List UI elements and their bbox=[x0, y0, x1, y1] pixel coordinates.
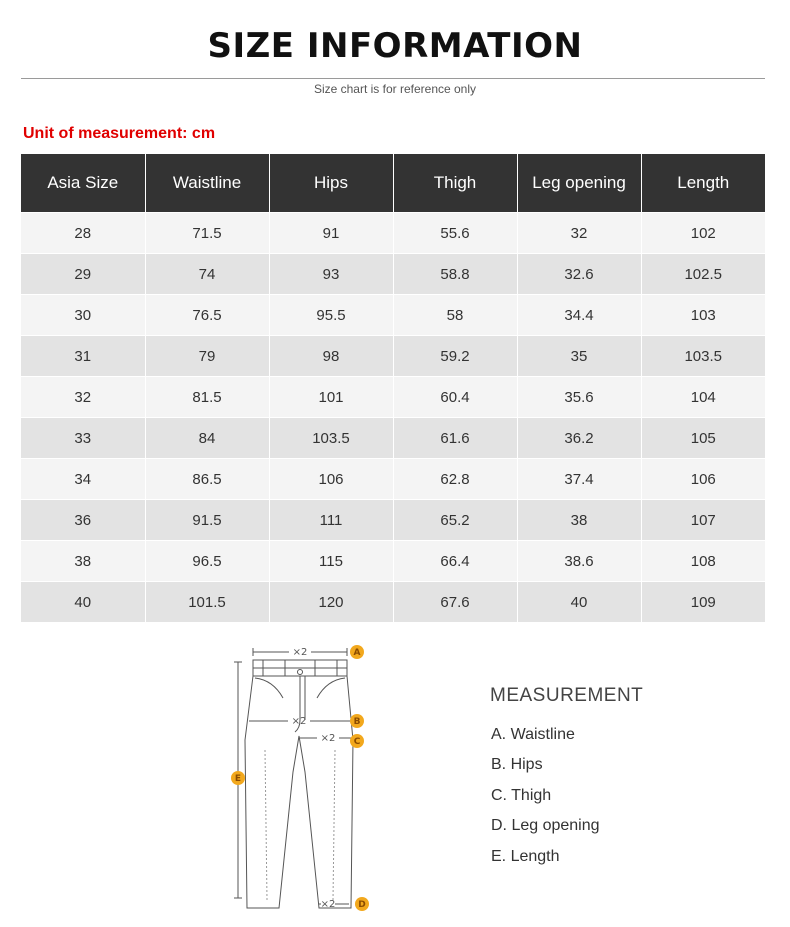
column-header-waistline: Waistline bbox=[145, 154, 269, 213]
measurement-legend bbox=[491, 725, 600, 877]
table-cell: 93 bbox=[269, 254, 393, 295]
table-cell: 104 bbox=[641, 377, 765, 418]
column-header-thigh: Thigh bbox=[393, 154, 517, 213]
table-cell: 76.5 bbox=[145, 295, 269, 336]
table-cell: 58 bbox=[393, 295, 517, 336]
table-cell: 67.6 bbox=[393, 582, 517, 623]
table-cell: 32 bbox=[21, 377, 145, 418]
measurement-item-thigh: C. Thigh bbox=[491, 786, 552, 804]
table-cell: 30 bbox=[21, 295, 145, 336]
marker-e-label: E bbox=[234, 774, 242, 784]
table-cell: 84 bbox=[145, 418, 269, 459]
table-cell: 101.5 bbox=[145, 582, 269, 623]
table-cell: 28 bbox=[21, 213, 145, 254]
table-cell: 106 bbox=[269, 459, 393, 500]
table-row bbox=[21, 295, 765, 336]
table-row bbox=[21, 418, 765, 459]
table-cell: 34 bbox=[21, 459, 145, 500]
table-cell: 66.4 bbox=[393, 541, 517, 582]
table-cell: 29 bbox=[21, 254, 145, 295]
thigh-multiplier-label: ×2 bbox=[320, 733, 336, 744]
measurement-item-waistline: A. Waistline bbox=[491, 726, 575, 743]
table-row bbox=[21, 213, 765, 254]
table-cell: 79 bbox=[145, 336, 269, 377]
table-cell: 59.2 bbox=[393, 336, 517, 377]
table-cell: 32 bbox=[517, 213, 641, 254]
table-cell: 33 bbox=[21, 418, 145, 459]
waist-multiplier-label: ×2 bbox=[292, 647, 308, 658]
table-cell: 109 bbox=[641, 582, 765, 623]
column-header-hips: Hips bbox=[269, 154, 393, 213]
table-cell: 107 bbox=[641, 500, 765, 541]
table-cell: 34.4 bbox=[517, 295, 641, 336]
measurement-item-hips: B. Hips bbox=[491, 756, 543, 774]
table-header-row bbox=[21, 154, 765, 213]
table-cell: 86.5 bbox=[145, 459, 269, 500]
table-cell: 36 bbox=[21, 500, 145, 541]
table-cell: 95.5 bbox=[269, 295, 393, 336]
table-cell: 31 bbox=[21, 336, 145, 377]
table-cell: 101 bbox=[269, 377, 393, 418]
table-cell: 103.5 bbox=[641, 336, 765, 377]
table-cell: 65.2 bbox=[393, 500, 517, 541]
hips-multiplier-label: ×2 bbox=[291, 716, 307, 727]
table-cell: 74 bbox=[145, 254, 269, 295]
table-cell: 35 bbox=[517, 336, 641, 377]
table-cell: 91.5 bbox=[145, 500, 269, 541]
table-cell: 102 bbox=[641, 213, 765, 254]
table-cell: 103 bbox=[641, 295, 765, 336]
size-table bbox=[21, 154, 765, 622]
table-cell: 105 bbox=[641, 418, 765, 459]
reference-note: Size chart is for reference only bbox=[313, 82, 477, 96]
table-cell: 120 bbox=[269, 582, 393, 623]
marker-d-label: D bbox=[358, 900, 366, 910]
table-row bbox=[21, 582, 765, 623]
table-cell: 38.6 bbox=[517, 541, 641, 582]
unit-label: Unit of measurement: cm bbox=[23, 125, 216, 142]
table-row bbox=[21, 459, 765, 500]
leg-opening-multiplier-label: ×2 bbox=[320, 899, 336, 910]
marker-a-label: A bbox=[353, 648, 361, 658]
table-cell: 61.6 bbox=[393, 418, 517, 459]
table-cell: 40 bbox=[21, 582, 145, 623]
table-cell: 81.5 bbox=[145, 377, 269, 418]
table-cell: 36.2 bbox=[517, 418, 641, 459]
table-cell: 37.4 bbox=[517, 459, 641, 500]
column-header-leg-opening: Leg opening bbox=[517, 154, 641, 213]
table-cell: 60.4 bbox=[393, 377, 517, 418]
measurement-item-length: E. Length bbox=[491, 847, 560, 865]
table-cell: 38 bbox=[21, 541, 145, 582]
trousers-diagram bbox=[225, 640, 375, 918]
table-row bbox=[21, 336, 765, 377]
table-cell: 55.6 bbox=[393, 213, 517, 254]
table-cell: 102.5 bbox=[641, 254, 765, 295]
table-cell: 62.8 bbox=[393, 459, 517, 500]
page-title: SIZE INFORMATION bbox=[207, 26, 583, 66]
table-cell: 58.8 bbox=[393, 254, 517, 295]
table-cell: 111 bbox=[269, 500, 393, 541]
table-row bbox=[21, 254, 765, 295]
table-cell: 35.6 bbox=[517, 377, 641, 418]
marker-b-label: B bbox=[353, 717, 361, 727]
column-header-asia-size: Asia Size bbox=[21, 154, 145, 213]
table-cell: 103.5 bbox=[269, 418, 393, 459]
table-cell: 108 bbox=[641, 541, 765, 582]
measurement-title: MEASUREMENT bbox=[490, 685, 644, 706]
table-cell: 115 bbox=[269, 541, 393, 582]
title-divider bbox=[21, 78, 765, 79]
column-header-length: Length bbox=[641, 154, 765, 213]
table-cell: 96.5 bbox=[145, 541, 269, 582]
table-cell: 71.5 bbox=[145, 213, 269, 254]
table-row bbox=[21, 377, 765, 418]
table-cell: 32.6 bbox=[517, 254, 641, 295]
table-row bbox=[21, 541, 765, 582]
table-cell: 98 bbox=[269, 336, 393, 377]
table-cell: 106 bbox=[641, 459, 765, 500]
trousers-outline-icon bbox=[245, 660, 353, 908]
table-row bbox=[21, 500, 765, 541]
table-cell: 40 bbox=[517, 582, 641, 623]
measurement-item-leg-opening: D. Leg opening bbox=[491, 817, 600, 835]
table-cell: 38 bbox=[517, 500, 641, 541]
marker-c-label: C bbox=[353, 737, 361, 747]
table-cell: 91 bbox=[269, 213, 393, 254]
